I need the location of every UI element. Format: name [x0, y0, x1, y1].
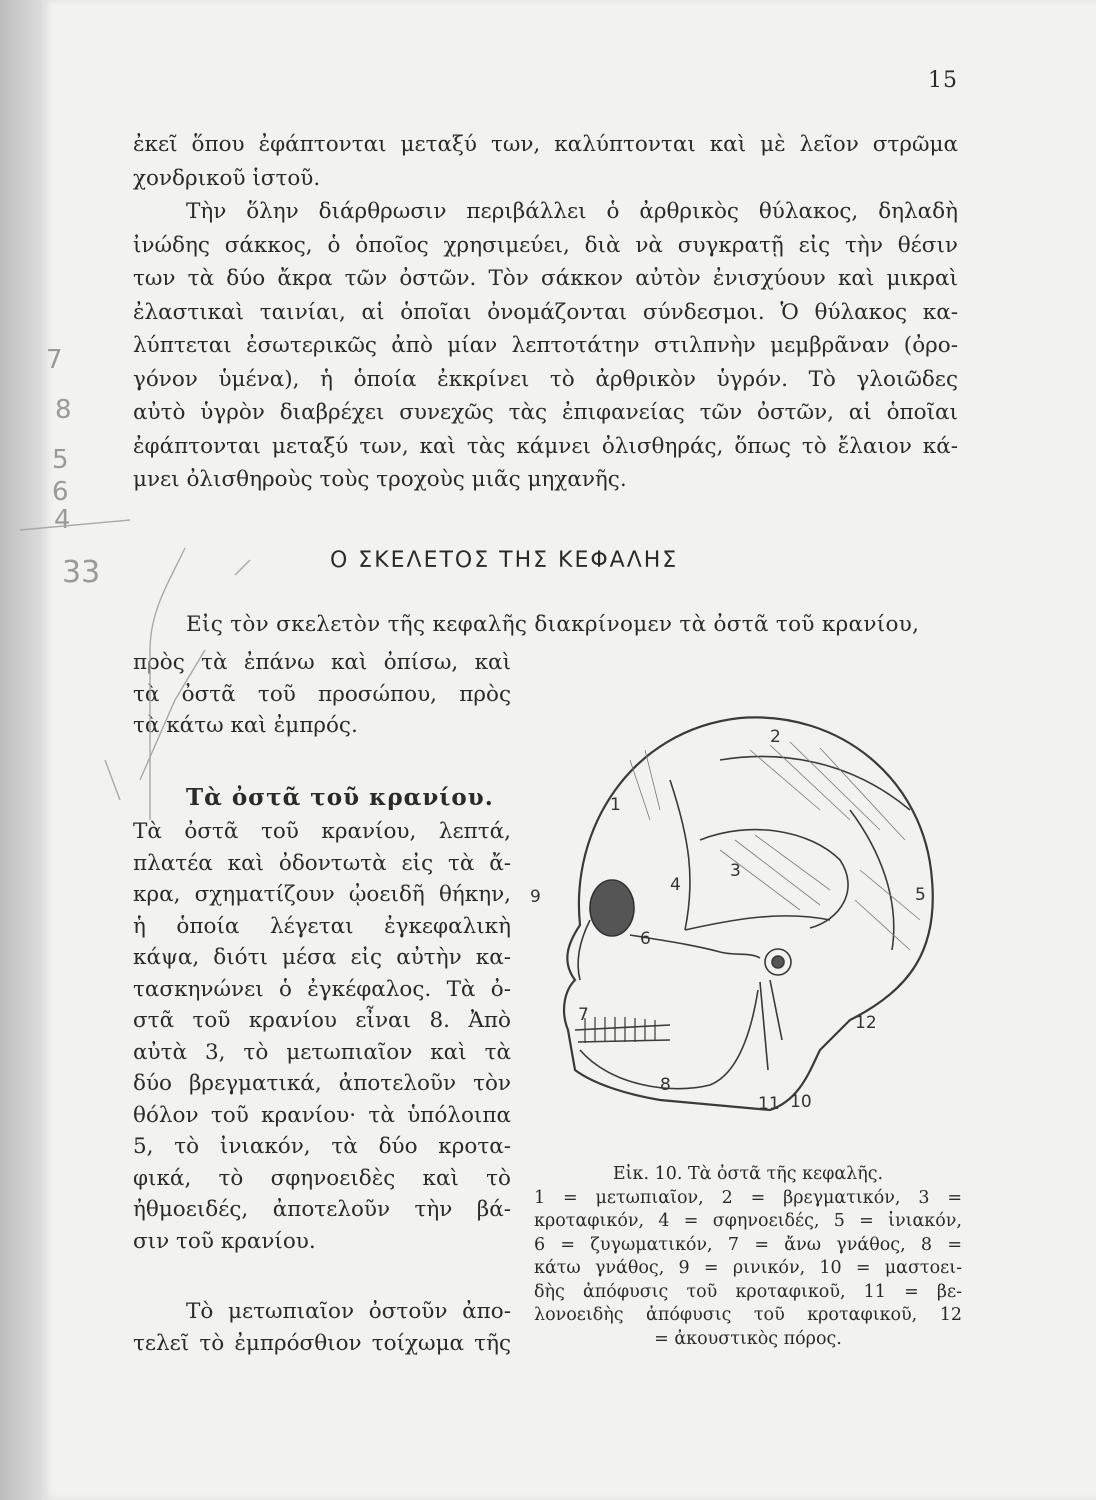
- text-line: κάψα, διότι μέσα εἰς αὐτὴν κα-: [133, 945, 511, 970]
- figure-label: 10: [790, 1092, 812, 1112]
- figure-label: 1: [610, 795, 621, 815]
- text-line: πρὸς τὰ ἐπάνω καὶ ὀπίσω, καὶ: [133, 650, 511, 675]
- text-line: ἠθμοειδές, ἀποτελοῦν τὴν βά-: [133, 1197, 511, 1222]
- caption-line: = ἀκουστικὸς πόρος.: [654, 1328, 842, 1349]
- figure-label: 3: [730, 861, 741, 881]
- figure-label: 12: [855, 1013, 877, 1033]
- text-line: 5, τὸ ἰνιακόν, τὰ δύο κροτα-: [133, 1134, 511, 1159]
- text-line: σιν τοῦ κρανίου.: [133, 1228, 316, 1254]
- text-line: ἐκεῖ ὅπου ἐφάπτονται μεταξύ των, καλύπτονται καὶ μὲ λεῖον στρῶμα: [133, 132, 958, 157]
- text-line: στᾶ τοῦ κρανίου εἶναι 8. Ἀπὸ: [133, 1008, 511, 1033]
- margin-note: 4: [54, 505, 71, 535]
- text-line: τὰ κάτω καὶ ἐμπρός.: [133, 713, 358, 738]
- text-line: ἐφάπτονται μεταξύ των, καὶ τὰς κάμνει ὀλισθηράς, ὅπως τὸ ἔλαιον κά-: [133, 433, 958, 459]
- text-line: Τὴν ὅλην διάρθρωσιν περιβάλλει ὁ ἀρθρικὸς θύλακος, δηλαδὴ: [186, 199, 958, 224]
- intro-first-line: Εἰς τὸν σκελετὸν τῆς κεφαλῆς διακρίνομεν τὰ ὀστᾶ τοῦ κρανίου,: [186, 612, 920, 637]
- text-line: αὐτὸ ὑγρὸν διαβρέχει συνεχῶς τὰς ἐπιφανείας τῶν ὀστῶν, αἱ ὁποῖαι: [133, 400, 958, 425]
- margin-note: 33: [62, 555, 101, 590]
- caption-line: δὴς ἀπόφυσις τοῦ κροταφικοῦ, 11 = βε-: [534, 1281, 962, 1302]
- caption-line: Εἰκ. 10. Τὰ ὀστᾶ τῆς κεφαλῆς.: [612, 1164, 884, 1184]
- figure-label: 6: [640, 929, 651, 949]
- text-line: θόλον τοῦ κρανίου· τὰ ὑπόλοιπα: [133, 1102, 511, 1128]
- text-line: τελεῖ τὸ ἐμπρόσθιον τοίχωμα τῆς: [133, 1330, 511, 1356]
- intro-column: [133, 647, 511, 742]
- text-line: κρα, σχηματίζουν ᾠοειδῆ θήκην,: [133, 882, 511, 907]
- caption-line: λονοειδὴς ἀπόφυσις τοῦ κροταφικοῦ, 12: [534, 1305, 962, 1325]
- text-line: Τὰ ὀστᾶ τοῦ κρανίου, λεπτά,: [133, 819, 511, 844]
- top-paragraph: [133, 128, 958, 497]
- figure-label: 8: [660, 1075, 671, 1095]
- figure-label: 4: [670, 875, 681, 895]
- body-column-2: [133, 1296, 511, 1359]
- caption-line: 6 = ζυγωματικόν, 7 = ἄνω γνάθος, 8 =: [534, 1234, 962, 1255]
- margin-note: 5: [52, 445, 69, 475]
- text-line: τασκηνώνει ὁ ἐγκέφαλος. Τὰ ὀ-: [133, 976, 511, 1002]
- caption-line: κροταφικόν, 4 = σφηνοειδές, 5 = ἰνιακόν,: [534, 1211, 962, 1231]
- text-line: αὐτὰ 3, τὸ μετωπιαῖον καὶ τὰ: [133, 1039, 511, 1065]
- text-line: τὰ ὀστᾶ τοῦ προσώπου, πρὸς: [133, 681, 511, 707]
- text-line: δύο βρεγματικά, ἀποτελοῦν τὸν: [133, 1071, 511, 1096]
- text-line: ἐλαστικαὶ ταινίαι, αἱ ὁποῖαι ὀνομάζονται σύνδεσμοι. Ὁ θύλακος κα-: [133, 299, 958, 325]
- margin-note: 7: [46, 345, 63, 375]
- text-line: γόνον ὑμένα), ἡ ὁποία ἐκκρίνει τὸ ἀρθρικὸν ὑγρόν. Τὸ γλοιῶδες: [133, 366, 958, 392]
- text-line: των τὰ δύο ἄκρα τῶν ὀστῶν. Τὸν σάκκον αὐτὸν ἐνισχύουν καὶ μικραὶ: [133, 266, 958, 291]
- text-line: Τὸ μετωπιαῖον ὀστοῦν ἀπο-: [186, 1299, 511, 1324]
- figure-label: 9: [530, 887, 541, 907]
- text-line: ἡ ὁποία λέγεται ἐγκεφαλικὴ: [133, 913, 511, 939]
- figure-label: 2: [770, 727, 781, 747]
- text-line: πλατέα καὶ ὀδοντωτὰ εἰς τὰ ἄ-: [133, 850, 511, 876]
- margin-note: 8: [55, 395, 72, 425]
- text-line: μνει ὀλισθηροὺς τοὺς τροχοὺς μιᾶς μηχανῆς.: [133, 467, 627, 492]
- body-column: [133, 816, 511, 1257]
- margin-note: 6: [52, 477, 69, 507]
- subheading: Τὰ ὀστᾶ τοῦ κρανίου.: [186, 784, 494, 811]
- caption-line: 1 = μετωπιαῖον, 2 = βρεγματικόν, 3 =: [534, 1187, 962, 1208]
- skull-figure: [520, 690, 950, 1130]
- text-line: φικά, τὸ σφηνοειδὲς καὶ τὸ: [133, 1165, 511, 1191]
- section-heading: Ο ΣΚΕΛΕΤΟΣ ΤΗΣ ΚΕΦΑΛΗΣ: [330, 548, 679, 573]
- figure-label: 11: [758, 1094, 780, 1114]
- figure-label: 7: [578, 1005, 589, 1025]
- figure-label: 5: [915, 885, 926, 905]
- caption-line: κάτω γνάθος, 9 = ρινικόν, 10 = μαστοει-: [534, 1258, 962, 1278]
- text-line: λύπτεται ἐσωτερικῶς ἀπὸ μίαν λεπτοτάτην στιλπνὴν μεμβρᾶναν (ὀρο-: [133, 333, 958, 358]
- text-line: χονδρικοῦ ἱστοῦ.: [133, 165, 321, 191]
- page-number: 15: [928, 68, 958, 93]
- text-line: ἰνώδης σάκκος, ὁ ὁποῖος χρησιμεύει, διὰ νὰ συγκρατῇ εἰς τὴν θέσιν: [133, 232, 958, 258]
- figure-caption: [534, 1163, 962, 1351]
- page-edge-shadow: [0, 0, 42, 1500]
